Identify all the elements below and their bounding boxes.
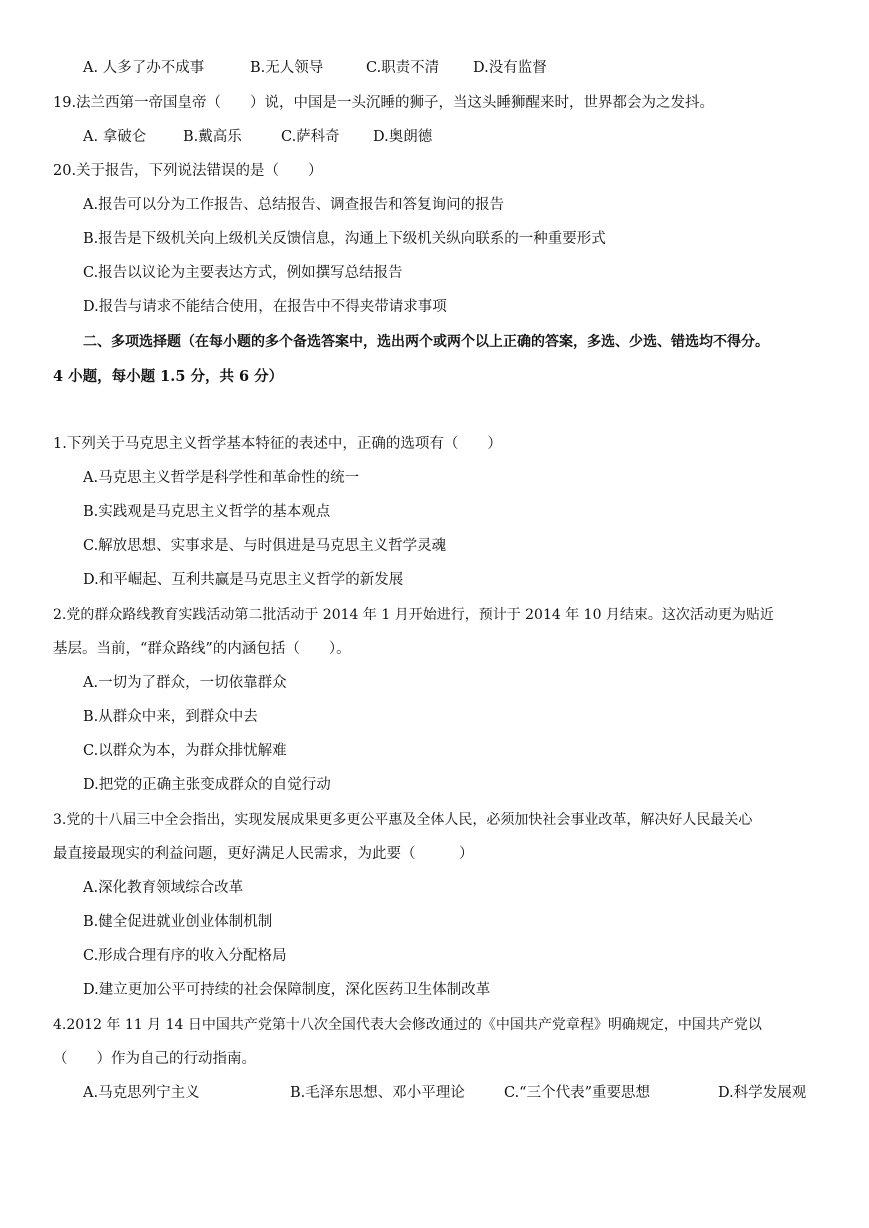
mq3-option-c: C.形成合理有序的收入分配格局 (83, 948, 287, 964)
mq3-stem-line2: 最直接最现实的利益问题，更好满足人民需求，为此要（ ） (53, 846, 474, 862)
q20-option-a: A.报告可以分为工作报告、总结报告、调查报告和答复询问的报告 (83, 197, 505, 213)
q20-stem: 20.关于报告，下列说法错误的是（ ） (53, 163, 323, 179)
section2-heading-line1: 二、多项选择题（在每小题的多个备选答案中，选出两个或两个以上正确的答案，多选、少选、错选均不得分。 (83, 334, 769, 350)
mq3-option-a: A.深化教育领域综合改革 (83, 880, 244, 896)
mq4-stem-line2: （ ）作为自己的行动指南。 (53, 1051, 256, 1067)
mq4-option-d: D.科学发展观 (718, 1085, 807, 1101)
mq3-option-d: D.建立更加公平可持续的社会保障制度，深化医药卫生体制改革 (83, 982, 491, 998)
mq1-option-c: C.解放思想、实事求是、与时俱进是马克思主义哲学灵魂 (83, 538, 447, 554)
q20-option-c: C.报告以议论为主要表达方式，例如撰写总结报告 (83, 265, 403, 281)
mq2-stem-line2: 基层。当前，“群众路线”的内涵包括（ ）。 (53, 641, 351, 657)
q19-option-b: B.戴高乐 (183, 129, 242, 145)
section2-heading-line2: 4 小题，每小题 1.5 分，共 6 分） (53, 368, 284, 385)
q19-option-a: A. 拿破仑 (83, 129, 147, 145)
q19-stem: 19.法兰西第一帝国皇帝（ ）说，中国是一头沉睡的狮子，当这头睡狮醒来时，世界都会为之发抖。 (53, 95, 715, 111)
q18-option-c: C.职责不清 (366, 60, 440, 76)
mq3-stem-line1: 3.党的十八届三中全会指出，实现发展成果更多更公平惠及全体人民，必须加快社会事业改革，解决好人民最关心 (53, 812, 753, 828)
q19-option-d: D.奥朗德 (373, 129, 433, 145)
mq1-option-a: A.马克思主义哲学是科学性和革命性的统一 (83, 470, 360, 486)
mq4-stem-line1: 4.2012 年 11 月 14 日中国共产党第十八次全国代表大会修改通过的《中国共产党章程》明确规定，中国共产党以 (53, 1017, 762, 1033)
q19-option-c: C.萨科奇 (281, 129, 340, 145)
mq2-option-b: B.从群众中来，到群众中去 (83, 709, 258, 725)
mq4-option-b: B.毛泽东思想、邓小平理论 (290, 1085, 465, 1101)
mq4-option-a: A.马克思列宁主义 (83, 1085, 200, 1101)
q20-option-d: D.报告与请求不能结合使用，在报告中不得夹带请求事项 (83, 299, 447, 315)
mq1-option-b: B.实践观是马克思主义哲学的基本观点 (83, 504, 331, 520)
q18-option-d: D.没有监督 (473, 60, 547, 76)
mq2-option-c: C.以群众为本，为群众排忧解难 (83, 743, 287, 759)
q18-option-a: A. 人多了办不成事 (83, 60, 205, 76)
mq2-option-a: A.一切为了群众，一切依靠群众 (83, 675, 287, 691)
mq2-stem-line1: 2.党的群众路线教育实践活动第二批活动于 2014 年 1 月开始进行，预计于 2014 年 10 月结束。这次活动更为贴近 (53, 607, 774, 623)
mq1-option-d: D.和平崛起、互利共赢是马克思主义哲学的新发展 (83, 572, 404, 588)
mq3-option-b: B.健全促进就业创业体制机制 (83, 914, 273, 930)
q20-option-b: B.报告是下级机关向上级机关反馈信息，沟通上下级机关纵向联系的一种重要形式 (83, 231, 606, 247)
mq1-stem: 1.下列关于马克思主义哲学基本特征的表述中，正确的选项有（ ） (53, 436, 502, 452)
mq4-option-c: C.“三个代表”重要思想 (504, 1085, 651, 1101)
q18-option-b: B.无人领导 (250, 60, 324, 76)
mq2-option-d: D.把党的正确主张变成群众的自觉行动 (83, 777, 331, 793)
